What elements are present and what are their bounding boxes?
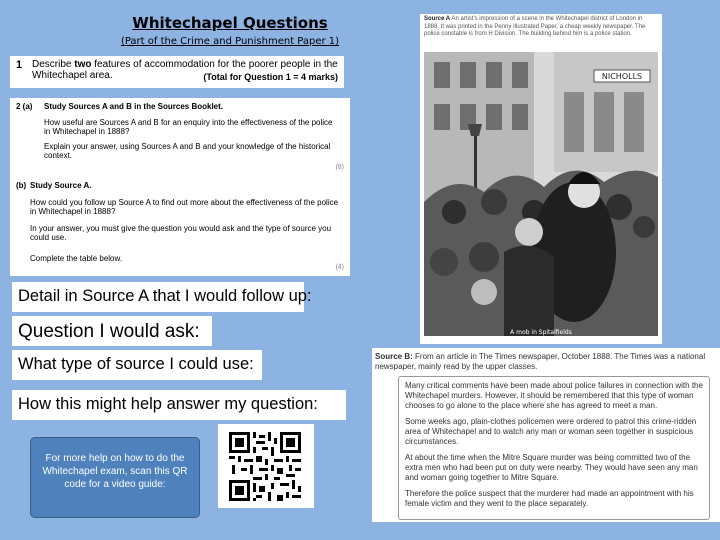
question-1-text-post: features of accommodation for the poorer people in the Whitechapel area. [32,59,338,81]
table-row-detail[interactable]: Detail in Source A that I would follow up: [12,282,304,312]
question-2a-question: How useful are Sources A and B for an enquiry into the effectiveness of the police in Whitechapel in 1888? [44,118,333,136]
question-1-text-bold: two [74,59,92,70]
shop-sign-text: NICHOLLS [601,72,643,81]
question-1-card [10,56,344,88]
question-2a-marks: (8) [335,164,344,171]
source-b-intro: From an article in The Times newspaper, October 1888. The Times was a national newspaper, mainly read by the upper classes. [375,352,706,371]
page-subtitle: (Part of the Crime and Punishment Paper 1) [120,36,340,47]
source-b-heading [375,352,714,372]
source-b-card [372,348,720,522]
question-2b-label: (b) [16,181,27,190]
source-b-text-box [398,376,710,520]
source-a-illustration [424,52,658,336]
question-2a-explain: Explain your answer, using Sources A and B and your knowledge of the historical context. [44,142,331,160]
source-a-caption: An artist's impression of a scene in the Whitechapel district of London in 1888. It was printed in the Penny Illustrated Paper, a cheap weekly newspaper. The police constable is from H Division. The building behind him is a police station. [424,16,646,37]
question-2b-answer-instruction: In your answer, you must give the question you would ask and the type of source you could use. [30,224,332,242]
source-b-paragraph: Therefore the police suspect that the murderer had made an appointment with his female victim and they went to the place separately. [405,489,694,508]
source-a-photo-caption: A mob in Spitalfields [510,329,572,336]
table-row-how-help[interactable]: How this might help answer my question: [12,390,346,420]
question-1-number: 1 [16,59,23,71]
question-2a-card [10,98,350,178]
table-row-source-type[interactable]: What type of source I could use: [12,350,262,380]
source-b-paragraph: At about the time when the Mitre Square murder was being committed two of the extra men who had been put on duty were nearby. They would have seen any man and woman going together to Mitre Square. [405,453,698,482]
table-row-question[interactable]: Question I would ask: [12,316,212,346]
question-2b-instruction: Study Source A. [30,181,92,190]
question-2a-label: 2 (a) [16,102,33,111]
question-2b-card [10,178,350,276]
question-2b-question: How could you follow up Source A to find out more about the effectiveness of the police in Whitechapel in 1888? [30,198,339,216]
help-box: For more help on how to do the Whitechapel exam, scan this QR code for a video guide: [30,437,200,518]
source-b-label: Source B: [375,352,413,361]
question-2a-instruction: Study Sources A and B in the Sources Booklet. [44,102,223,111]
qr-code-icon[interactable] [218,424,314,508]
qr-code-card[interactable] [218,424,314,508]
question-1-total: (Total for Question 1 = 4 marks) [203,72,338,82]
question-1-text-pre: Describe [32,59,75,70]
question-2b-marks: (4) [335,264,344,271]
source-a-card [420,14,662,344]
source-b-paragraph: Many critical comments have been made about police failures in connection with the Whitechapel murders. However, it should be remembered that this type of woman chooses to go alone to the place where she has agreed to meet a man. [405,381,703,410]
source-a-caption-block [424,16,658,39]
source-b-paragraph: Some weeks ago, plain-clothes policemen were ordered to patrol this crime-ridden area of Whitechapel and to watch any man or woman seen together in suspicious circumstances. [405,417,697,446]
question-2b-complete: Complete the table below. [30,254,123,263]
source-a-label: Source A [424,16,451,22]
page-title: Whitechapel Questions [132,14,328,32]
